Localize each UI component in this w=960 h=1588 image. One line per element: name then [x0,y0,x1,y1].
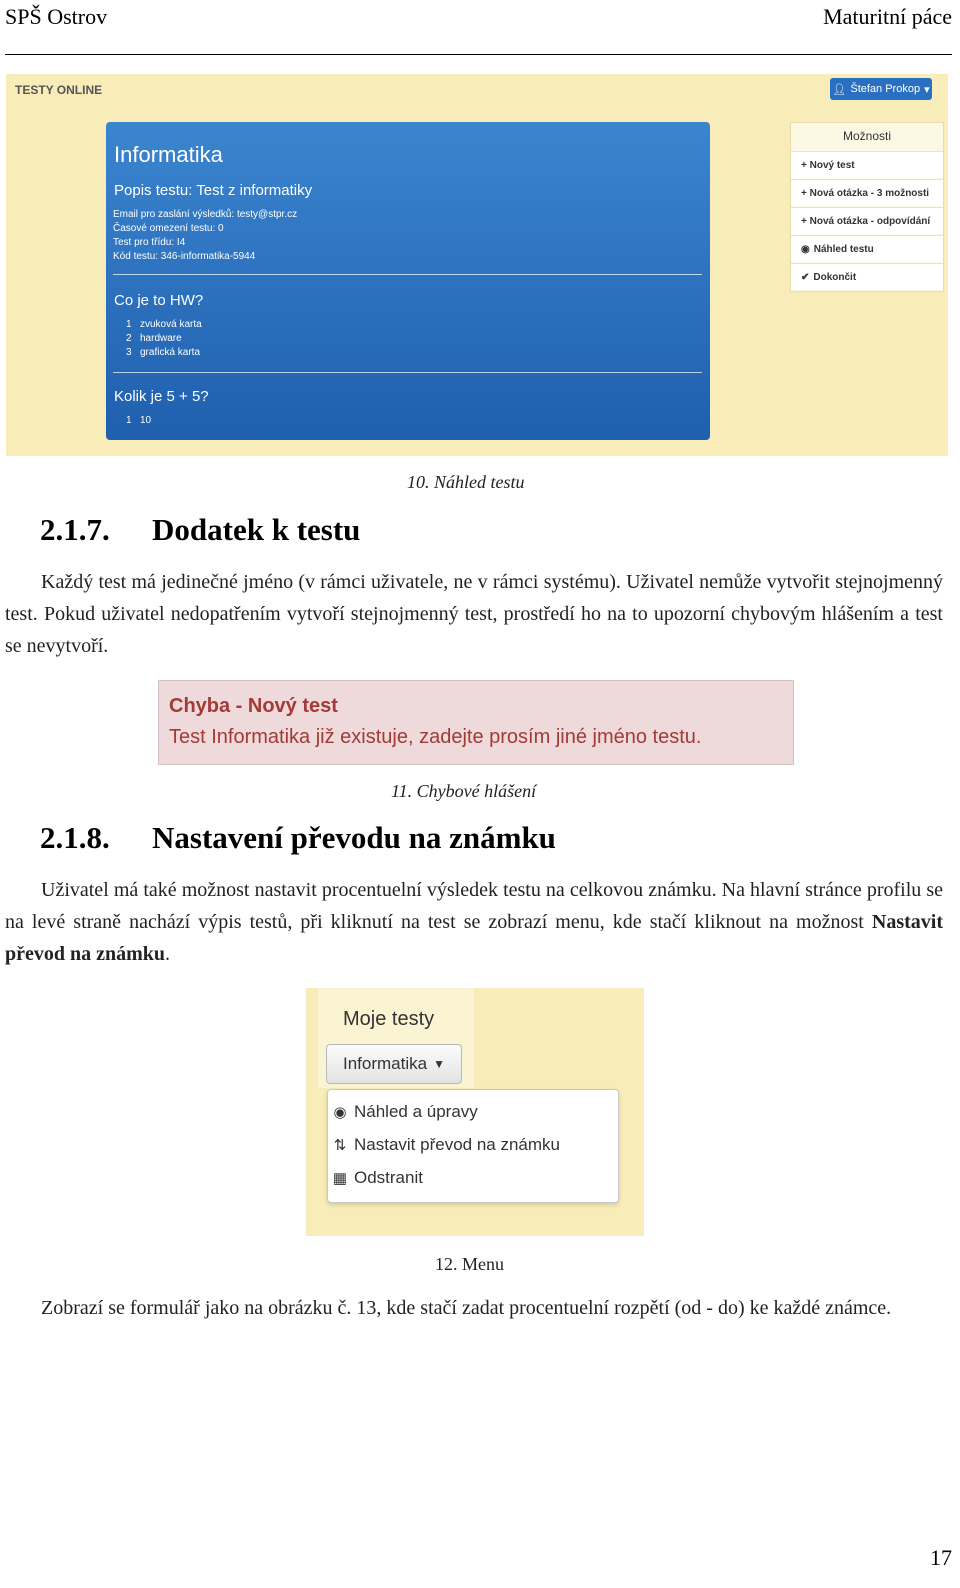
test-dropdown-button[interactable]: Informatika ▼ [326,1044,462,1084]
menu-item-preview[interactable]: ◉ Náhled a úpravy [330,1102,478,1122]
user-name: Štefan Prokop [850,83,921,95]
menu-item-grade-conversion[interactable]: ⇅ Nastavit převod na známku [330,1135,560,1155]
figure-caption: 11. Chybové hlášení [391,781,537,801]
info-line: Kód testu: 346-informatika-5944 [113,251,256,262]
sort-icon: ⇅ [333,1137,347,1154]
divider [113,372,702,373]
user-menu-button[interactable] [830,78,932,100]
info-line: Časové omezení testu: 0 [113,223,224,234]
answer-item: 1 10 [126,415,152,426]
option-new-question-open[interactable]: + Nová otázka - odpovídání [791,207,943,234]
check-icon: ✔ [801,271,810,283]
test-title: Informatika [114,142,223,167]
option-preview[interactable]: ◉ Náhled testu [791,235,943,262]
page-number: 17 [930,1545,952,1570]
eye-icon: ◉ [333,1104,347,1121]
trash-icon: ▦ [332,1170,348,1187]
header-title: Maturitní páce [823,4,952,29]
option-new-test[interactable]: + Nový test [791,151,943,178]
figure-caption: 10. Náhled testu [407,472,525,492]
error-alert [158,680,794,765]
error-message: Test Informatika již existuje, zadejte prosím jiné jméno testu. [169,726,702,748]
test-description: Popis testu: Test z informatiky [114,182,313,199]
answer-item: 2 hardware [126,333,182,344]
answer-item: 3 grafická karta [126,347,201,358]
figure-caption: 12. Menu [435,1254,504,1274]
question-title: Co je to HW? [114,292,204,309]
user-icon: 👤︎ [832,83,847,96]
menu-screenshot [306,988,644,1236]
header-rule [5,54,952,55]
my-tests-title: Moje testy [343,1008,435,1030]
info-line: Email pro zaslání výsledků: testy@stpr.cz [113,209,298,220]
option-finish[interactable]: ✔ Dokončit [791,263,943,290]
brand-logo[interactable]: TESTY ONLINE [15,83,103,97]
answer-item: 1 zvuková karta [126,319,202,330]
question-title: Kolik je 5 + 5? [114,388,209,405]
header-school: SPŠ Ostrov [5,4,108,29]
caret-down-icon: ▾ [924,83,930,96]
info-line: Test pro třídu: I4 [113,237,186,248]
caret-down-icon: ▼ [433,1057,445,1071]
answer-list [126,318,202,360]
test-info [113,208,297,264]
options-panel [790,122,944,292]
error-title: Chyba - Nový test [169,695,338,717]
paragraph: Uživatel má také možnost nastavit procentuelní výsledek testu na celkovou známku. Na hlavní stránce profilu se na levé straně nachází výpis testů, při kliknutí na test se zobrazí menu, kde stačí kliknout na možnost Nastavit převod na známku. [5,879,943,965]
eye-icon: ◉ [801,243,810,255]
section-heading: 2.1.8. Nastavení převodu na známku [40,820,556,855]
menu-item-delete[interactable]: ▦ Odstranit [330,1168,423,1188]
section-heading: 2.1.7. Dodatek k testu [40,512,361,547]
option-new-question-3[interactable]: + Nová otázka - 3 možnosti [791,179,943,206]
test-preview-screenshot [6,74,948,456]
divider [113,274,702,275]
test-preview-panel [106,122,710,440]
paragraph: Každý test má jedinečné jméno (v rámci uživatele, ne v rámci systému). Uživatel nemůže vytvořit stejnojmenný test. Pokud uživatel nedopatřením vytvoří stejnojmenný test, prostředí ho na to upozorní chybovým hlášením a test se nevytvoří. [5,571,943,657]
paragraph: Zobrazí se formulář jako na obrázku č. 13, kde stačí zadat procentuelní rozpětí (od - do) ke každé známce. [41,1297,892,1319]
answer-list [126,414,151,428]
options-title: Možnosti [842,129,892,143]
